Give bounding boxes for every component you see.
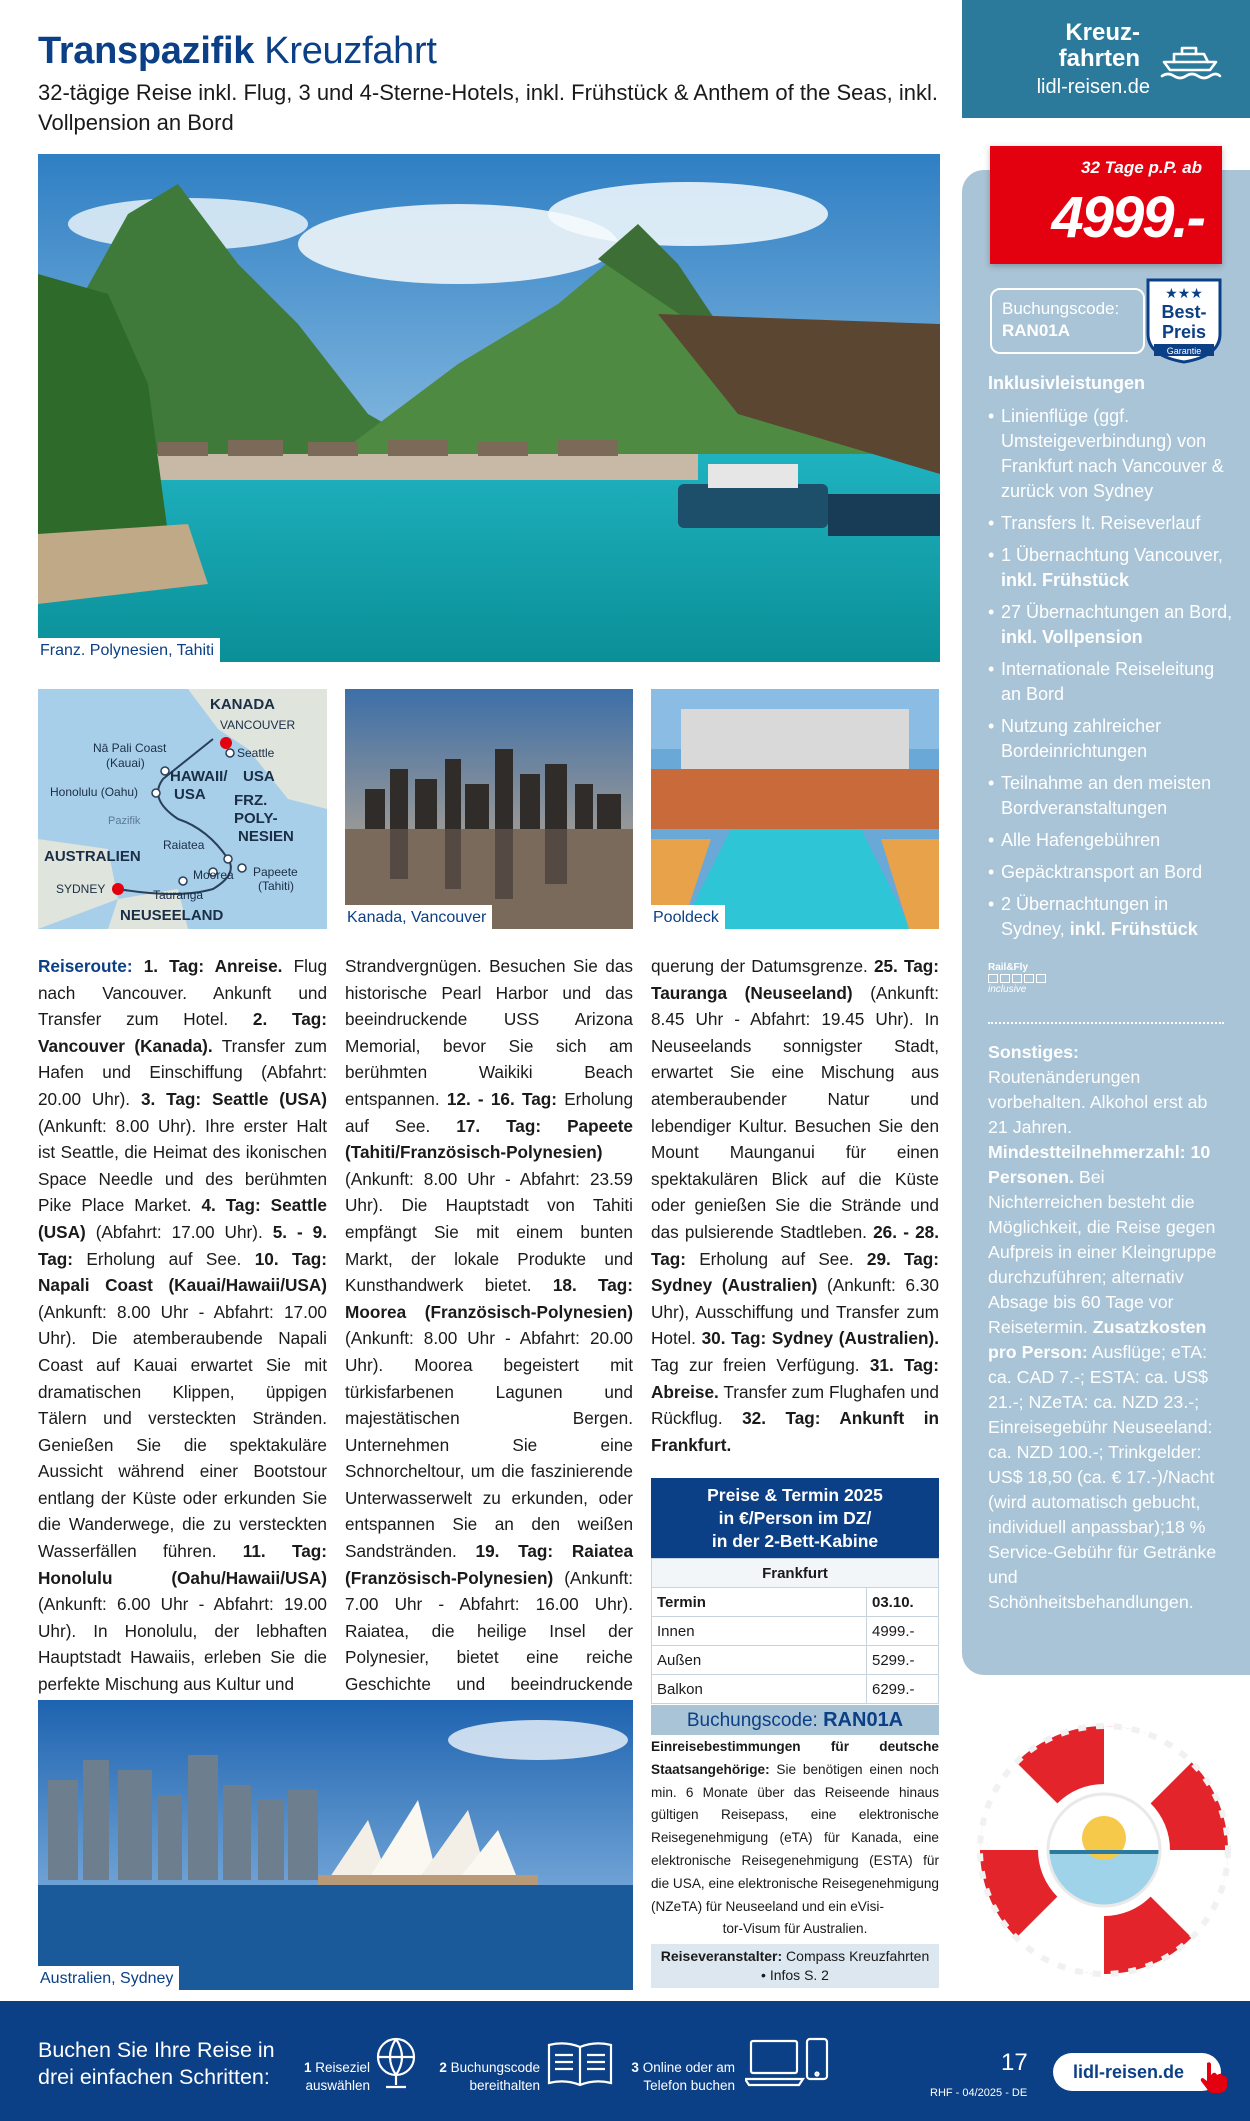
itinerary-segment: (Abfahrt: 17.00 Uhr). — [85, 1221, 273, 1242]
sidebar-divider — [988, 1022, 1224, 1024]
svg-text:Garantie: Garantie — [1166, 346, 1202, 356]
itinerary-segment: Reiseroute: — [38, 956, 133, 976]
itinerary-segment: Transfer zum Flughafen und Rückflug. — [651, 1381, 939, 1429]
map-label-poly: POLY- — [234, 810, 278, 827]
lidl-reisen-button[interactable]: lidl-reisen.de — [1053, 2053, 1221, 2091]
sonstiges-text: Sonstiges: Routenänderungen vorbehalten. Alkohol erst ab 21 Jahren. Mindestteilnehmerzahl: 10 Personen. Bei Nichterreichen besteht die Möglichkeit, die Reise gegen Aufpreis in einer Kleingruppe durchzuführen; alternativ Absage bis 60 Tage vor Reisetermin. Zusatzkosten pro Person: Ausflüge; eTA: ca. CAD 7.-; ESTA: ca. US$ 21.-; NZeTA: ca. NZD 23.-; Einreisegebühr Neuseeland: ca. NZD 100.-; Trinkgelder: US$ 18,50 (ca. € 17.-)/Nacht (wird automatisch gebucht, individuell anpassbar);18 % Service-Gebühr für Getränke und Schönheitsbehandlungen. — [988, 1042, 1217, 1612]
itinerary-segment: (Ankunft: 8.00 Uhr). Ihre erster Halt ist Seattle, die Heimat des ikonischen Space Needle und des berühmten Pike Place Market. — [38, 1115, 327, 1216]
itinerary-segment: 30. Tag: Sydney (Australien). — [701, 1328, 939, 1349]
inklusiv-list — [988, 404, 1233, 949]
route-map — [38, 689, 327, 929]
itinerary-segment: 1. Tag: Anreise. — [143, 956, 283, 976]
map-label-seattle: Seattle — [237, 746, 275, 760]
inklusiv-item: • Gepäcktransport an Bord — [988, 860, 1233, 885]
catalog-ref: RHF - 04/2025 - DE — [930, 2087, 1028, 2099]
departure-airport: Frankfurt — [652, 1559, 939, 1588]
table-row: Balkon 6299.- — [652, 1675, 939, 1704]
itinerary-column-1 — [38, 953, 327, 1698]
vancouver-photo — [345, 689, 633, 929]
map-label-honolulu: Honolulu (Oahu) — [50, 785, 139, 799]
price-table-heading: Preise & Termin 2025 in €/Person im DZ/ in der 2-Bett-Kabine — [651, 1478, 939, 1558]
map-label-hawaii: HAWAII/ — [170, 768, 228, 785]
itinerary-segment: 17. Tag: Papeete (Tahiti/Französisch-Polynesien) — [345, 1115, 633, 1163]
itinerary-segment: 18. Tag: Moorea (Französisch-Polynesien) — [345, 1275, 633, 1322]
map-label-usa1: USA — [243, 768, 275, 785]
itinerary-column-2 — [345, 953, 633, 1751]
tahiti-caption: Franz. Polynesien, Tahiti — [38, 638, 220, 662]
price-table — [651, 1558, 939, 1704]
page-subtitle: 32-tägige Reise inkl. Flug, 3 und 4-Sterne-Hotels, inkl. Frühstück & Anthem of the Seas, inkl. Vollpension an Bord — [38, 80, 939, 135]
itinerary-segment: 12. - 16. Tag: — [446, 1088, 557, 1109]
itinerary-segment: (Ankunft: 7.00 Uhr - Abfahrt: 16.00 Uhr). Raiatea, die heilige Insel der Polynesier, bietet eine reiche Geschichte und beeindruckende — [345, 1567, 633, 1695]
table-row: Außen 5299.- — [652, 1646, 939, 1675]
col-termin: Termin — [652, 1588, 867, 1617]
itinerary-segment — [133, 956, 144, 976]
sydney-scene — [38, 1700, 633, 1990]
tahiti-photo — [38, 154, 940, 662]
itinerary-segment: 26. - 28. Tag: — [651, 1221, 939, 1269]
table-row: Innen 4999.- — [652, 1617, 939, 1646]
footer-bar — [0, 2001, 1250, 2121]
itinerary-segment: (Ankunft: 8.45 Uhr - Abfahrt: 19.45 Uhr). In Neuseelands sonnigster Stadt, erwartet Sie eine Mischung aus atemberaubender Natur und lebendiger Kultur. Besuchen Sie den Mount Maunganui für einen spektakulären Blick auf die Küste oder genießen Sie die Strände und das pulsierende Stadtleben. — [651, 982, 939, 1242]
vancouver-caption: Kanada, Vancouver — [345, 905, 492, 929]
itinerary-segment: Transfer zum Hafen und Einschiffung (Abfahrt: 20.00 Uhr). — [38, 1035, 327, 1109]
inklusiv-item: • Transfers lt. Reiseverlauf — [988, 511, 1233, 536]
booking-code: RAN01A — [1002, 321, 1071, 340]
map-label-raiatea: Raiatea — [163, 838, 205, 852]
itinerary-segment: 11. Tag: Honolulu (Oahu/Hawaii/USA) — [38, 1541, 327, 1588]
itinerary-column-3 — [651, 953, 939, 1458]
inklusiv-item: • 2 Übernachtungen in Sydney, inkl. Frühstück — [988, 892, 1233, 942]
date-cell: 03.10. — [867, 1588, 939, 1617]
map-label-papeete: Papeete — [253, 865, 298, 879]
itinerary-segment: Erholung auf See. — [686, 1248, 867, 1269]
inklusiv-item: • Internationale Reiseleitung an Bord — [988, 657, 1233, 707]
itinerary-segment: querung der Datumsgrenze. — [651, 956, 874, 976]
map-label-pazifik: Pazifik — [108, 815, 141, 827]
itinerary-segment: 10. Tag: Napali Coast (Kauai/Hawaii/USA) — [38, 1248, 328, 1296]
sydney-photo — [38, 1700, 633, 1990]
page-title: Transpazifik Kreuzfahrt — [38, 30, 437, 72]
map-label-usa2: USA — [174, 786, 206, 803]
brand-label: Kreuz- fahrten — [1058, 19, 1140, 72]
pooldeck-scene — [651, 689, 939, 929]
itinerary-segment: Erholung auf See. — [345, 1088, 633, 1136]
tour-operator: Reiseveranstalter: Compass Kreuzfahrten • Infos S. 2 — [651, 1944, 939, 1988]
footer-step-2: 2 Buchungscode bereithalten — [439, 2060, 540, 2093]
price-amount: 4999.- — [1051, 185, 1204, 250]
map-label-australien: AUSTRALIEN — [44, 848, 141, 865]
map-label-napali: Nā Pali Coast — [93, 741, 167, 755]
price-badge — [990, 146, 1222, 264]
itinerary-segment: 31. Tag: Abreise. — [651, 1354, 939, 1402]
itinerary-segment: Flug nach Vancouver. Ankunft und Transfer zum Hotel. — [38, 956, 328, 1030]
svg-text:★★★: ★★★ — [1165, 285, 1203, 301]
itinerary-segment: (Ankunft: 6.30 Uhr), Ausschiffung und Transfer zum Hotel. — [651, 1275, 939, 1349]
itinerary-segment: (Ankunft: 8.00 Uhr - Abfahrt: 23.59 Uhr). Die Hauptstadt von Tahiti empfängt Sie mit einem bunten Markt, der lokale Produkte und Kunsthandwerk bietet. — [345, 1168, 633, 1296]
page-number: 17 — [1001, 2049, 1028, 2076]
svg-text:Best-: Best- — [1161, 302, 1207, 322]
svg-text:Preis: Preis — [1161, 322, 1207, 342]
itinerary-segment: Erholung auf See. — [73, 1248, 255, 1269]
brand-site: lidl-reisen.de — [1036, 76, 1150, 98]
map-label-nesien: NESIEN — [238, 828, 294, 845]
itinerary-segment: Strandvergnügen. Besuchen Sie das historische Pearl Harbor und das beeindruckende USS Arizona Memorial, bevor Sie sich am berühmten Waikiki Beach entspannen. — [345, 956, 633, 1109]
entry-requirements: Einreisebestimmungen für deutsche Staatsangehörige: Sie benötigen einen noch min. 6 Monate über das Reiseende hinaus gültigen Reisepass, eine elektronische Reisegenehmigung (eTA) für Kanada, eine elektronische Reisegenehmigung (ESTA) für die USA, eine elektronische Reisegenehmigung (NZeTA) für Neuseeland und ein eVisi- tor-Visum für Australien. — [651, 1739, 939, 1937]
booking-code-box: Buchungscode: RAN01A — [990, 288, 1145, 354]
route-map-graphic — [38, 689, 327, 929]
itinerary-segment: 25. Tag: Tauranga (Neuseeland) — [651, 956, 939, 1003]
bestpreis-badge-icon — [1144, 276, 1224, 364]
railfly-logo: Rail&Fly inclusive — [988, 962, 1046, 995]
footer-step-3: 3 Online oder am Telefon buchen — [631, 2060, 735, 2093]
laptop-phone-icon — [745, 2035, 831, 2091]
map-label-sydney: SYDNEY — [56, 882, 106, 896]
footer-step-1: 1 Reiseziel auswählen — [303, 2060, 370, 2093]
itinerary-segment: 4. Tag: Seattle (USA) — [38, 1195, 327, 1242]
table-booking-code: Buchungscode: RAN01A — [651, 1705, 939, 1735]
inklusiv-item: • 1 Übernachtung Vancouver, inkl. Frühstück — [988, 543, 1233, 593]
sydney-caption: Australien, Sydney — [38, 1966, 179, 1990]
itinerary-segment: Tag zur freien Verfügung. — [651, 1354, 870, 1375]
itinerary-segment: 5. - 9. Tag: — [38, 1221, 327, 1269]
itinerary-segment: (Ankunft: 6.00 Uhr - Abfahrt: 19.00 Uhr). In Honolulu, der lebhaften Hauptstadt Hawaiis, erleben Sie die perfekte Mischung aus Kultur und — [38, 1594, 327, 1695]
map-label-neuseeland: NEUSEELAND — [120, 907, 224, 924]
map-label-moorea: Moorea — [193, 868, 234, 882]
life-ring-icon — [970, 1716, 1238, 1984]
map-label-tauranga: Tauranga — [153, 888, 204, 902]
footer-lead: Buchen Sie Ihre Reise in drei einfachen Schritten: — [38, 2038, 275, 2089]
map-label-kauai: (Kauai) — [106, 756, 145, 770]
itinerary-segment: 19. Tag: Raiatea (Französisch-Polynesien) — [345, 1541, 634, 1588]
brand-tab[interactable] — [962, 0, 1250, 118]
price-duration: 32 Tage p.P. ab — [1081, 158, 1202, 177]
vancouver-scene — [345, 689, 633, 929]
itinerary-segment: 3. Tag: Seattle (USA) — [140, 1088, 327, 1109]
map-label-vancouver: VANCOUVER — [220, 718, 296, 732]
inklusiv-item: • 27 Übernachtungen an Bord, inkl. Vollpension — [988, 600, 1233, 650]
cruise-ship-icon — [1160, 40, 1222, 80]
itinerary-segment: 2. Tag: Vancouver (Kanada). — [38, 1009, 327, 1056]
itinerary-segment: (Ankunft: 8.00 Uhr - Abfahrt: 20.00 Uhr). Moorea begeistert mit türkisfarbenen Lagunen und majestätischen Bergen. Unternehmen Sie eine Schnorcheltour, um die faszinierende Unterwasserwelt zu erkunden, oder entspannen Sie an den weißen Sandstränden. — [345, 1328, 633, 1562]
itinerary-segment: (Ankunft: 8.00 Uhr - Abfahrt: 17.00 Uhr). Die atemberaubende Napali Coast auf Kauai erwartet Sie mit dramatischen Klippen, üppigen Tälern und versteckten Stränden. Genießen Sie die spektakuläre Aussicht während einer Bootstour entlang der Küste oder erkunden Sie die Wanderwege, die zu versteckten Wasserfällen führen. — [38, 1301, 327, 1562]
map-label-kanada: KANADA — [210, 696, 275, 713]
itinerary-segment: 29. Tag: Sydney (Australien) — [651, 1248, 940, 1296]
catalog-icon — [545, 2039, 615, 2089]
globe-icon — [372, 2033, 420, 2093]
inklusiv-item: • Nutzung zahlreicher Bordeinrichtungen — [988, 714, 1233, 764]
pointer-hand-icon — [1195, 2059, 1231, 2095]
pooldeck-photo — [651, 689, 939, 929]
inklusiv-item: • Alle Hafengebühren — [988, 828, 1233, 853]
inklusiv-item: • Linienflüge (ggf. Umsteigeverbindung) von Frankfurt nach Vancouver & zurück von Sydney — [988, 404, 1233, 504]
tahiti-scene — [38, 154, 940, 662]
map-label-frz: FRZ. — [234, 792, 268, 809]
pooldeck-caption: Pooldeck — [651, 905, 725, 929]
map-label-tahiti: (Tahiti) — [258, 879, 295, 893]
inklusiv-item: • Teilnahme an den meisten Bordveranstaltungen — [988, 771, 1233, 821]
inklusiv-heading: Inklusivleistungen — [988, 373, 1146, 393]
itinerary-segment: 32. Tag: Ankunft in Frankfurt. — [651, 1408, 939, 1455]
